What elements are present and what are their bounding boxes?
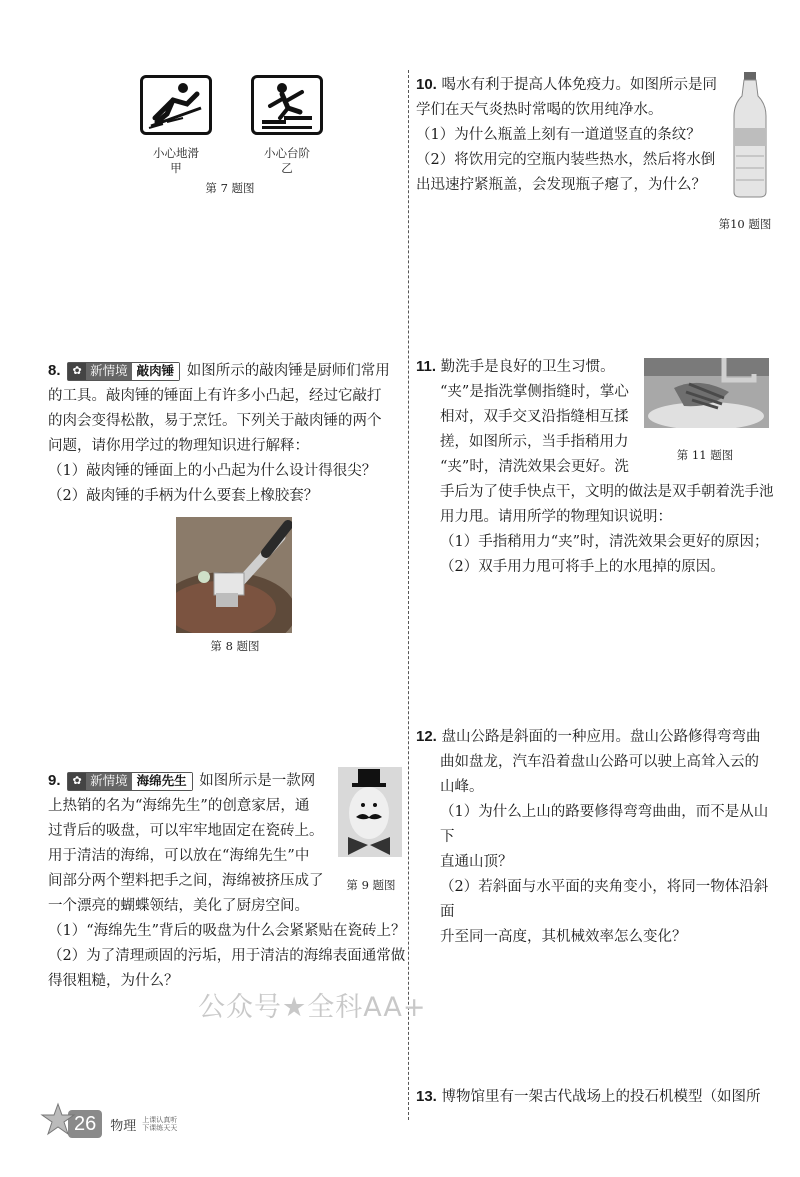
- question-11-line: 相对，双手交叉沿指缝相互揉: [440, 409, 629, 425]
- sign-b-letter: 乙: [281, 161, 293, 175]
- question-8-line: 问题，请你用学过的物理知识进行解释：: [48, 438, 309, 454]
- question-13-line: 博物馆里有一架古代战场上的投石机模型（如图所: [441, 1089, 761, 1105]
- question-9-line: 一个漂亮的蝴蝶领结，美化了厨房空间。: [48, 898, 309, 914]
- question-10: [416, 72, 726, 198]
- question-8-line: 的肉会变得松散，易于烹饪。下列关于敲肉锤的两个: [48, 413, 382, 429]
- question-8-line: （1）敲肉锤的锤面上的小凸起为什么设计得很尖？: [48, 463, 377, 479]
- question-9-line: （2）为了清理顽固的污垢，用于清洁的海绵表面通常做: [48, 948, 406, 964]
- question-8-line: 的工具。敲肉锤的锤面上有许多小凸起，经过它敲打: [48, 388, 382, 404]
- question-8-tag: [67, 362, 180, 381]
- question-9-line: 过背后的吸盘，可以牢牢地固定在瓷砖上。: [48, 823, 324, 839]
- question-9-line: （1）“海绵先生”背后的吸盘为什么会紧紧贴在瓷砖上？: [48, 923, 406, 939]
- question-11-line: 勤洗手是良好的卫生习惯。: [440, 359, 615, 375]
- slogan-line-2: 下课练天天: [142, 1124, 178, 1132]
- sponge-mister-photo: [338, 767, 402, 857]
- question-12-line: （2）若斜面与水平面的夹角变小，将同一物体沿斜面: [440, 879, 769, 920]
- figure-11-caption: 第 11 题图: [676, 448, 734, 462]
- water-bottle-photo: [730, 72, 770, 198]
- question-9-number: 9.: [48, 772, 61, 789]
- question-12-line: 升至同一高度，其机械效率怎么变化？: [440, 929, 687, 945]
- star-icon: ✿: [68, 363, 86, 380]
- question-10-line: （1）为什么瓶盖上刻有一道道竖直的条纹？: [416, 127, 701, 143]
- question-12-line: 盘山公路是斜面的一种应用。盘山公路修得弯弯曲: [441, 729, 761, 745]
- question-12-line: 直通山顶？: [440, 854, 513, 870]
- question-12: [416, 724, 776, 950]
- question-11-line: （1）手指稍用力“夹”时，清洗效果会更好的原因；: [440, 534, 769, 550]
- question-11-line: 用力甩。请用所学的物理知识说明：: [440, 509, 672, 525]
- mind-the-step-sign: [251, 75, 323, 135]
- figure-10-caption: 第10 题图: [718, 217, 772, 231]
- mascot-star-icon: [40, 1102, 76, 1142]
- question-8-line: 如图所示的敲肉锤是厨师们常用: [186, 363, 390, 379]
- footer-slogan: [142, 1116, 177, 1132]
- question-10-line: 喝水有利于提高人体免疫力。如图所示是同: [441, 77, 717, 93]
- figure-8-caption: 第 8 题图: [210, 639, 260, 653]
- page-number: 26: [68, 1110, 102, 1138]
- question-9-line: 间部分两个塑料把手之间，海绵被挤压成了: [48, 873, 324, 889]
- question-13: [416, 1084, 776, 1110]
- figure-9-caption: 第 9 题图: [346, 878, 396, 892]
- tag-topic: 海绵先生: [132, 773, 192, 790]
- question-10-number: 10.: [416, 76, 437, 93]
- question-12-number: 12.: [416, 728, 437, 745]
- star-icon: ✿: [68, 773, 86, 790]
- question-10-line: 出迅速拧紧瓶盖，会发现瓶子瘪了，为什么？: [416, 177, 706, 193]
- question-9-tag: [67, 772, 193, 791]
- sign-a-letter: 甲: [170, 161, 182, 175]
- question-12-line: （1）为什么上山的路要修得弯弯曲曲，而不是从山下: [440, 804, 769, 845]
- figure-7-caption: 第 7 题图: [205, 181, 255, 195]
- slippery-floor-sign: [140, 75, 212, 135]
- question-12-line: 曲如盘龙，汽车沿着盘山公路可以驶上高耸入云的: [440, 754, 759, 770]
- tag-kind: 新情境: [86, 363, 132, 380]
- question-10-line: （2）将饮用完的空瓶内装些热水，然后将水倒: [416, 152, 716, 168]
- question-9-line: 如图所示是一款网: [199, 773, 316, 789]
- subject-label: 物理: [110, 1118, 137, 1134]
- question-11-number: 11.: [416, 358, 437, 375]
- sign-b-label: 小心台阶: [264, 146, 310, 160]
- question-11-line: （2）双手用力甩可将手上的水甩掉的原因。: [440, 559, 725, 575]
- question-8-number: 8.: [48, 362, 61, 379]
- question-10-line: 学们在天气炎热时常喝的饮用纯净水。: [416, 102, 663, 118]
- meat-tenderizer-photo: [176, 517, 292, 633]
- question-8-line: （2）敲肉锤的手柄为什么要套上橡胶套？: [48, 488, 319, 504]
- tag-kind: 新情境: [86, 773, 132, 790]
- question-11-line: 搓，如图所示，当手指稍用力: [440, 434, 629, 450]
- question-9-line: 上热销的名为“海绵先生”的创意家居，通: [48, 798, 310, 814]
- question-9-line: 用于清洁的海绵，可以放在“海绵先生”中: [48, 848, 310, 864]
- question-12-line: 山峰。: [440, 779, 484, 795]
- tag-topic: 敲肉锤: [132, 363, 180, 380]
- watermark: 公众号★全科AA+: [198, 992, 427, 1023]
- question-13-number: 13.: [416, 1088, 437, 1105]
- question-11-line: 手后为了使手快点干，文明的做法是双手朝着洗手池: [440, 484, 774, 500]
- question-11-line: “夹”是指洗掌侧指缝时，掌心: [440, 384, 629, 400]
- page-footer: [40, 1110, 177, 1138]
- sign-a-label: 小心地滑: [153, 146, 199, 160]
- question-11-line: “夹”时，清洗效果会更好。洗: [440, 459, 629, 475]
- step-hazard-icon: [254, 78, 320, 132]
- slip-hazard-icon: [143, 78, 209, 132]
- question-8: [48, 358, 404, 509]
- slogan-line-1: 上课认真听: [142, 1116, 178, 1124]
- question-9-line: 得很粗糙，为什么？: [48, 973, 179, 989]
- hand-washing-photo: [644, 358, 769, 428]
